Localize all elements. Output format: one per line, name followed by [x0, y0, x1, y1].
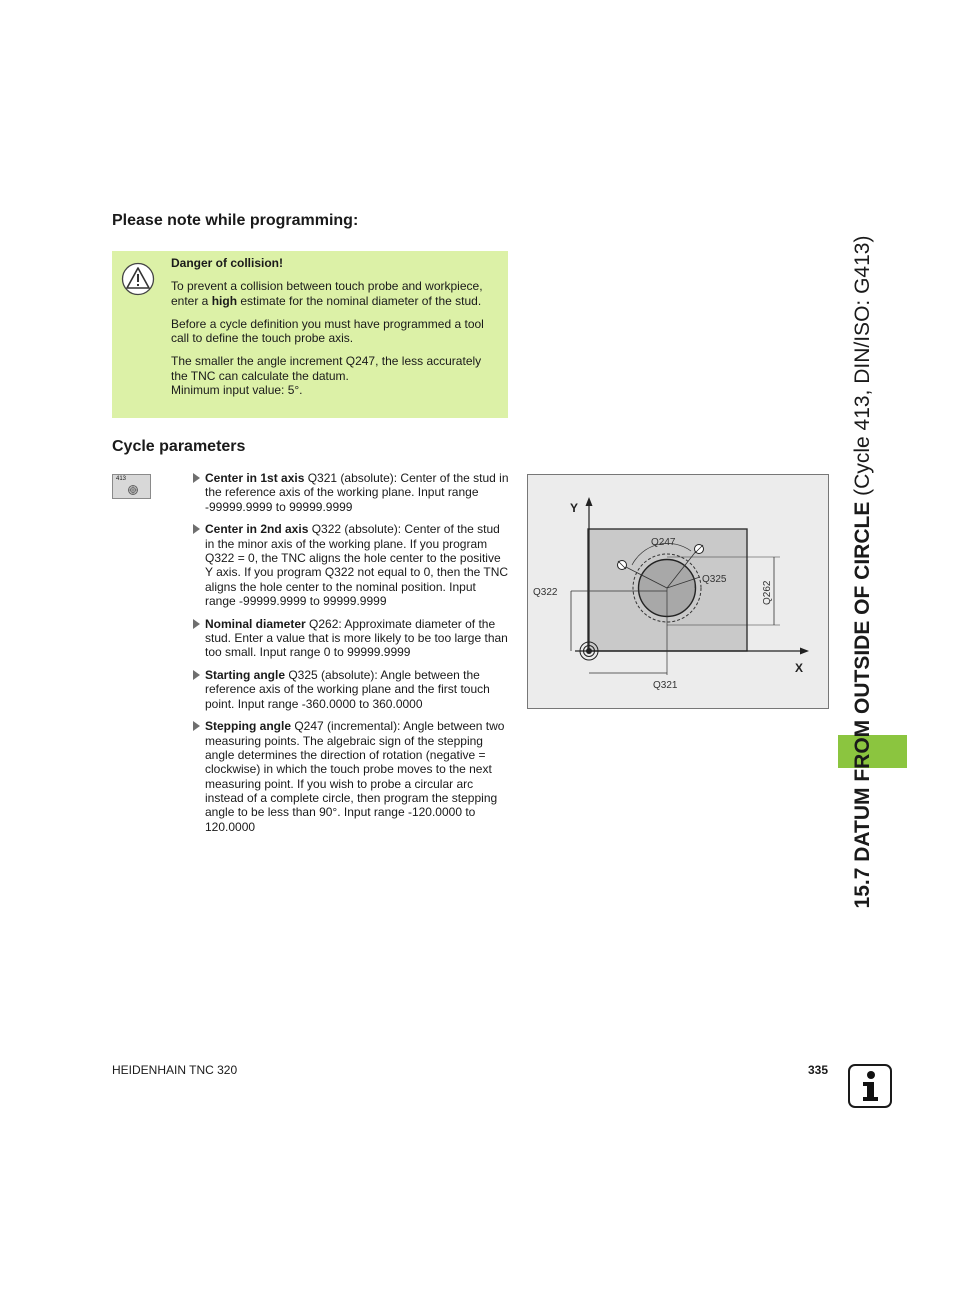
info-i-icon	[848, 1064, 892, 1108]
touch-point-1-icon	[618, 561, 627, 570]
warning-paragraph-2: Before a cycle definition you must have programmed a tool call to define the touch probe axis.	[171, 316, 484, 346]
q325-label: Q325	[702, 574, 727, 585]
x-axis-arrow	[800, 648, 809, 655]
probe-stud-icon	[127, 484, 139, 496]
param-nominal-diameter	[193, 617, 509, 660]
touch-point-2-icon	[695, 545, 704, 554]
footer-product: HEIDENHAIN TNC 320	[112, 1063, 238, 1077]
softkey-label: 413	[116, 476, 127, 482]
param-description: Q262: Approximate diameter of the stud. Enter a value that is more likely to be too large than too small. Input range 0 to 99999.9999	[205, 616, 508, 660]
param-name: Center in 2nd axis	[205, 522, 309, 537]
chapter-side-title	[846, 202, 880, 942]
bullet-triangle-icon	[193, 619, 200, 629]
bullet-triangle-icon	[193, 670, 200, 680]
param-description: Q247 (incremental): Angle between two measuring points. The algebraic sign of the stepping angle determines the direction of rotation (negative = clockwise) in which the touch probe moves to the next measuring point. If you wish to probe a circular arc instead of a complete circle, then program the stepping angle to be less than 90°. Input range -120.0000 to 120.0000	[205, 719, 505, 834]
warning-p3-line1: The smaller the angle increment Q247, the less accurately the TNC can calculate the datum.	[171, 354, 482, 383]
cycle-413-figure	[527, 474, 829, 709]
param-name: Nominal diameter	[205, 616, 306, 631]
param-description: Q322 (absolute): Center of the stud in the minor axis of the working plane. If you program Q322 = 0, the TNC aligns the hole center to the positive Y axis. If you program Q322 not equal to 0, then the TNC aligns the hole center to the nominal position. Input range -99999.9999 to 99999.9999	[205, 522, 509, 608]
section-heading-cycle-parameters: Cycle parameters	[112, 438, 246, 455]
warning-paragraph-3	[171, 354, 501, 397]
q322-label: Q322	[533, 587, 558, 598]
collision-warning-box	[112, 251, 508, 418]
param-name: Stepping angle	[205, 719, 292, 734]
warning-p3-line2: Minimum input value: 5°.	[171, 383, 303, 398]
warning-text	[171, 256, 501, 406]
warning-p1-text: To prevent a collision between touch probe and workpiece, enter a	[171, 279, 483, 308]
param-name: Center in 1st axis	[205, 471, 305, 485]
bullet-triangle-icon	[193, 524, 200, 534]
param-starting-angle	[193, 668, 509, 711]
param-description: Q325 (absolute): Angle between the reference axis of the working plane and the first touch point. Input range -360.0000 to 360.0000	[205, 668, 490, 711]
x-axis-label: X	[795, 661, 804, 675]
side-title-main: 15.7 DATUM FROM OUTSIDE OF CIRCLE	[851, 501, 874, 909]
warning-title: Danger of collision!	[171, 256, 284, 270]
bullet-triangle-icon	[193, 473, 200, 483]
warning-triangle-icon	[121, 262, 155, 296]
side-title-tail: (Cycle 413, DIN/ISO: G413)	[851, 235, 874, 502]
y-axis-label: Y	[570, 501, 579, 515]
page-number: 335	[808, 1063, 829, 1077]
param-description: Q321 (absolute): Center of the stud in the reference axis of the working plane. Input range -99999.9999 to 99999.9999	[205, 471, 509, 514]
warning-p1-text-end: estimate for the nominal diameter of the stud.	[237, 293, 482, 308]
param-center-2nd-axis	[193, 522, 509, 608]
y-axis-arrow	[586, 497, 593, 506]
param-name: Starting angle	[205, 668, 286, 683]
warning-p1-bold: high	[211, 293, 238, 308]
cycle-parameter-list	[193, 471, 509, 842]
param-stepping-angle	[193, 719, 509, 833]
q321-label: Q321	[653, 680, 678, 691]
cycle-diagram	[528, 475, 828, 708]
cycle-413-softkey	[112, 474, 151, 499]
param-center-1st-axis	[193, 471, 509, 514]
bullet-triangle-icon	[193, 721, 200, 731]
q262-label: Q262	[762, 580, 773, 605]
warning-paragraph-1	[171, 279, 501, 308]
section-heading-programming: Please note while programming:	[112, 212, 359, 229]
q247-label: Q247	[651, 537, 676, 548]
